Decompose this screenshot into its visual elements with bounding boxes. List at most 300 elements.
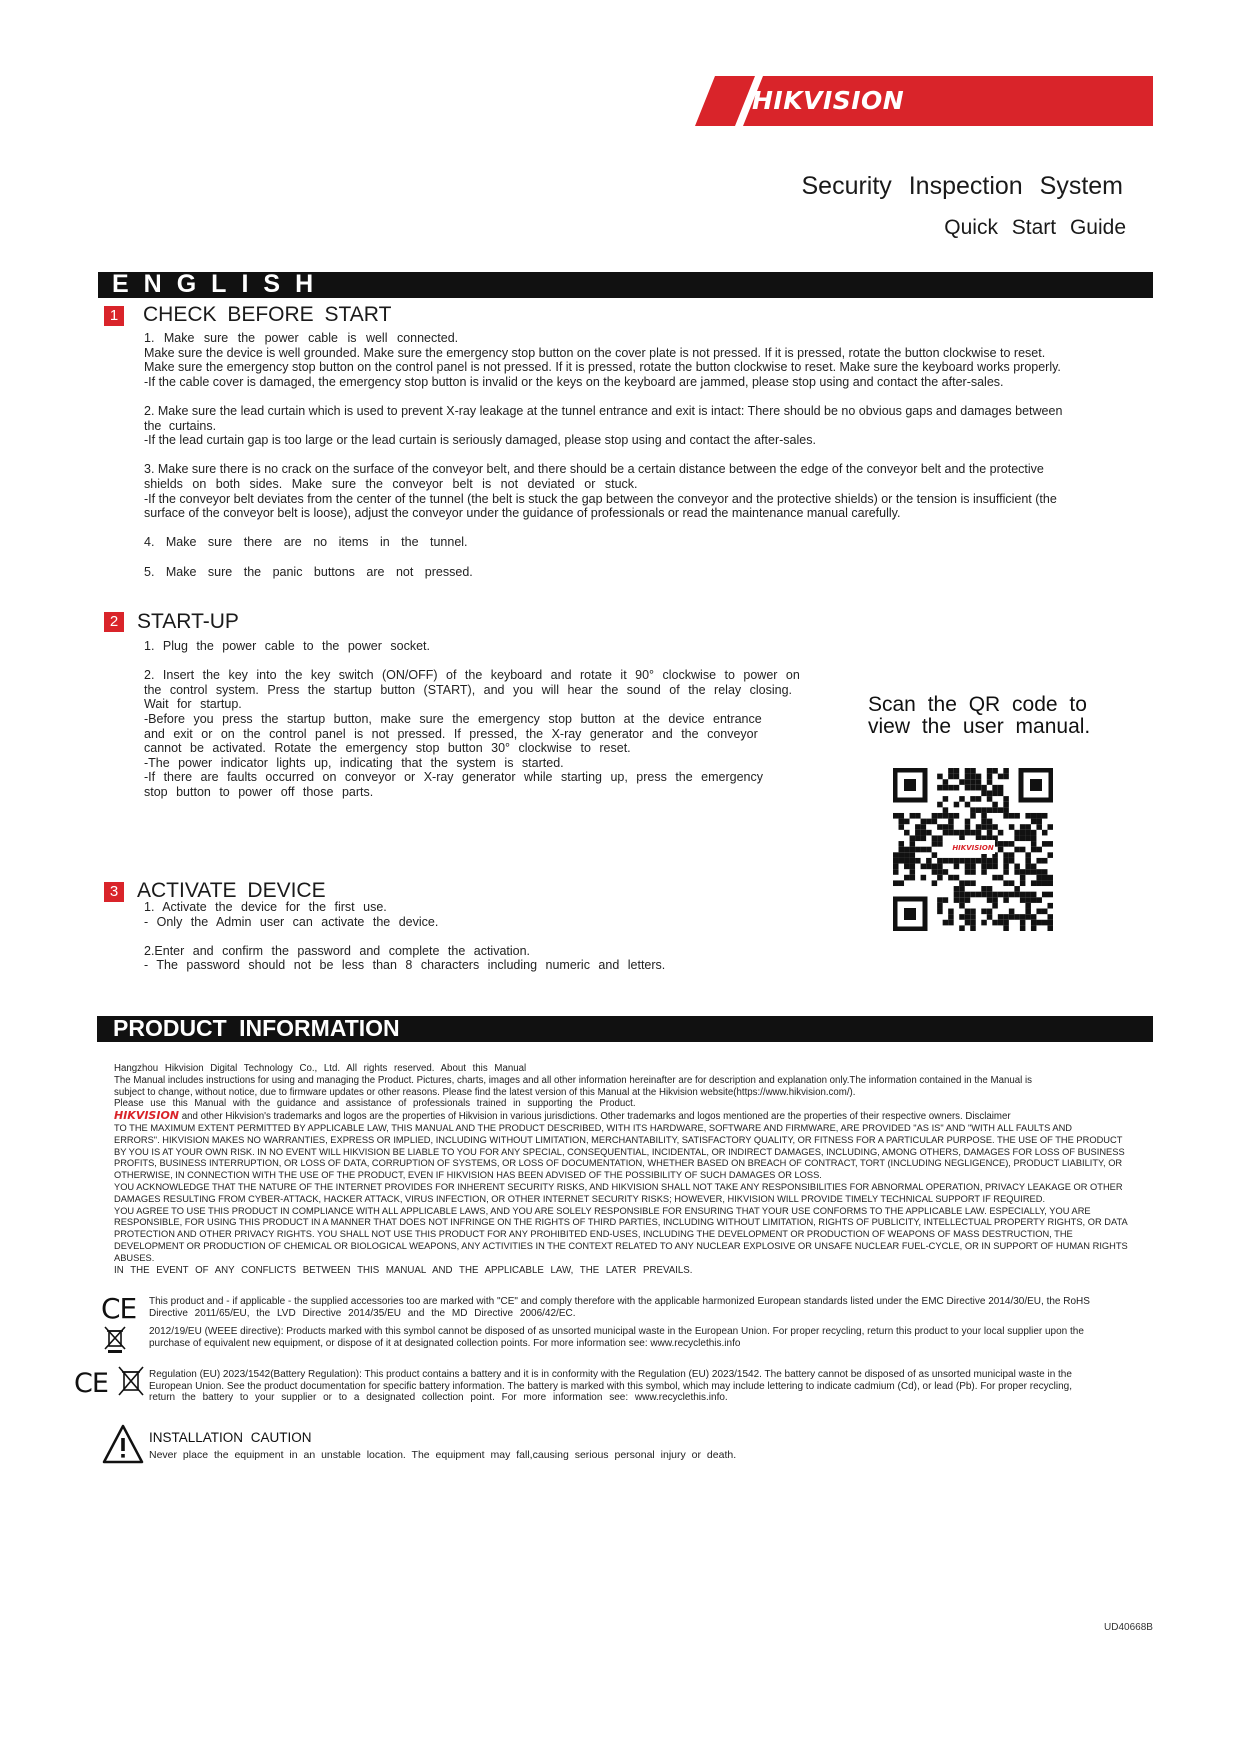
mark-line: This product and - if applicable - the supplied accessories too are marked with "CE" and comply therefore with the applicable harmonized European standards listed under the EMC Directive 2014/30/EU, the RoHS bbox=[149, 1296, 1090, 1307]
qr-module bbox=[937, 824, 943, 830]
qr-module bbox=[1025, 892, 1031, 898]
qr-module bbox=[970, 774, 976, 780]
legal-text bbox=[114, 1063, 1166, 1276]
qr-module bbox=[965, 830, 971, 836]
qr-module bbox=[998, 892, 1004, 898]
qr-module bbox=[1020, 835, 1026, 841]
qr-module bbox=[910, 864, 916, 870]
qr-module bbox=[1003, 897, 1009, 903]
qr-module bbox=[1036, 880, 1042, 886]
qr-module bbox=[1031, 925, 1037, 931]
qr-module bbox=[1031, 869, 1037, 875]
qr-module bbox=[1042, 813, 1048, 819]
qr-module bbox=[987, 790, 993, 796]
qr-module bbox=[1047, 824, 1053, 830]
qr-module bbox=[1003, 880, 1009, 886]
qr-module bbox=[1042, 920, 1048, 926]
qr-module bbox=[954, 897, 960, 903]
qr-module bbox=[1042, 841, 1048, 847]
qr-module bbox=[1020, 824, 1026, 830]
language-label: ENGLISH bbox=[112, 270, 329, 298]
qr-module bbox=[959, 925, 965, 931]
qr-module bbox=[943, 858, 949, 864]
body-line: Wait for startup. bbox=[144, 697, 242, 712]
mark-line: European Union. See the product documentation for specific battery information. The battery is marked with this symbol, which may include lettering to indicate cadmium (Cd), or lead (Pb). For proper recycling, bbox=[149, 1380, 1073, 1392]
qr-module bbox=[1014, 830, 1020, 836]
mark-line: purchase of equivalent new equipment, or dispose of it at designated collection points. For more information see: www.recyclethis.info bbox=[149, 1337, 741, 1349]
qr-module bbox=[904, 852, 910, 858]
qr-module bbox=[1036, 909, 1042, 915]
qr-module bbox=[937, 875, 943, 881]
qr-module bbox=[937, 841, 943, 847]
qr-module bbox=[937, 909, 943, 915]
legal-line: PROTECTION AND OTHER PRIVACY RIGHTS. YOU SHALL NOT USE THIS PRODUCT FOR ANY PROHIBITED END-USES, INCLUDING THE DEVELOPMENT OR PRODUCTION OF WEAPONS OF MASS DESTRUCTION, THE bbox=[114, 1229, 1073, 1240]
qr-module bbox=[921, 875, 927, 881]
qr-module bbox=[981, 920, 987, 926]
qr-module bbox=[937, 802, 943, 808]
qr-module bbox=[893, 869, 899, 875]
qr-module bbox=[987, 914, 993, 920]
body-line: 2. Insert the key into the key switch (ON/OFF) of the keyboard and rotate it 90° clockwise to power on bbox=[144, 668, 800, 683]
qr-module bbox=[932, 869, 938, 875]
qr-module bbox=[976, 779, 982, 785]
qr-module bbox=[1025, 897, 1031, 903]
qr-module bbox=[943, 796, 949, 802]
product-info-title: PRODUCT INFORMATION bbox=[113, 1015, 400, 1041]
body-line: 2. Make sure the lead curtain which is used to prevent X-ray leakage at the tunnel entrance and exit is intact: There should be no obvious gaps and damages between bbox=[144, 403, 1063, 418]
qr-module bbox=[1042, 909, 1048, 915]
body-line: - The password should not be less than 8 characters including numeric and letters. bbox=[144, 958, 666, 973]
section-body bbox=[144, 331, 1154, 579]
qr-module bbox=[987, 807, 993, 813]
qr-module bbox=[970, 892, 976, 898]
qr-module bbox=[1042, 880, 1048, 886]
qr-module bbox=[1025, 869, 1031, 875]
qr-module bbox=[959, 897, 965, 903]
qr-module bbox=[1020, 847, 1026, 853]
qr-module bbox=[954, 892, 960, 898]
warning-triangle-icon bbox=[102, 1424, 144, 1464]
qr-module bbox=[992, 790, 998, 796]
qr-module bbox=[998, 875, 1004, 881]
qr-module bbox=[976, 807, 982, 813]
qr-module bbox=[970, 914, 976, 920]
qr-module bbox=[915, 858, 921, 864]
qr-module bbox=[1025, 909, 1031, 915]
qr-module bbox=[965, 819, 971, 825]
qr-module bbox=[948, 830, 954, 836]
document-subtitle: Quick Start Guide bbox=[944, 216, 1126, 239]
qr-module bbox=[959, 796, 965, 802]
ce-mark-icon: CE bbox=[101, 1292, 137, 1325]
qr-module bbox=[904, 847, 910, 853]
legal-line: ERRORS". HIKVISION MAKES NO WARRANTIES, EXPRESS OR IMPLIED, INCLUDING WITHOUT LIMITATION, MERCHANTABILITY, SATISFACTORY QUALITY, OR FITNESS FOR A PARTICULAR PURPOSE. THE USE OF THE PRODUCT bbox=[114, 1134, 1123, 1145]
qr-module bbox=[1047, 925, 1053, 931]
qr-module bbox=[992, 807, 998, 813]
ce-statement bbox=[149, 1296, 1179, 1319]
legal-line bbox=[114, 1110, 1166, 1123]
qr-module bbox=[981, 807, 987, 813]
qr-module bbox=[1031, 819, 1037, 825]
qr-module bbox=[921, 835, 927, 841]
qr-module bbox=[998, 790, 1004, 796]
qr-module bbox=[932, 880, 938, 886]
qr-module bbox=[943, 807, 949, 813]
qr-module bbox=[893, 852, 899, 858]
qr-module bbox=[970, 807, 976, 813]
body-line: -If there are faults occurred on conveyor or X-ray generator while starting up, press the emergency bbox=[144, 770, 764, 785]
qr-module bbox=[987, 796, 993, 802]
body-line: 5. Make sure the panic buttons are not pressed. bbox=[144, 564, 473, 579]
qr-module bbox=[915, 824, 921, 830]
qr-module bbox=[981, 886, 987, 892]
qr-module bbox=[1003, 852, 1009, 858]
qr-module bbox=[893, 880, 899, 886]
body-line: 3. Make sure there is no crack on the surface of the conveyor belt, and there should be a certain distance between the edge of the conveyor belt and the protective bbox=[144, 462, 1044, 477]
qr-module bbox=[954, 785, 960, 791]
battery-bin-icon bbox=[118, 1365, 144, 1399]
qr-module bbox=[1009, 880, 1015, 886]
qr-module bbox=[1003, 920, 1009, 926]
qr-module bbox=[932, 835, 938, 841]
qr-module bbox=[948, 909, 954, 915]
qr-module bbox=[1042, 830, 1048, 836]
qr-module bbox=[1025, 830, 1031, 836]
legal-line: ABUSES. bbox=[114, 1252, 155, 1263]
qr-module bbox=[926, 847, 932, 853]
body-line: -Before you press the startup button, make sure the emergency stop button at the device entrance bbox=[144, 711, 762, 726]
qr-module bbox=[1003, 802, 1009, 808]
qr-module bbox=[981, 869, 987, 875]
hikvision-logo: HIKVISION bbox=[752, 86, 905, 115]
qr-module bbox=[1014, 892, 1020, 898]
qr-module bbox=[992, 802, 998, 808]
body-line: surface of the conveyor belt is loose), adjust the conveyor under the guidance of professionals or read the maintenance manual carefully. bbox=[144, 506, 901, 521]
qr-module bbox=[1031, 841, 1037, 847]
qr-module bbox=[981, 864, 987, 870]
legal-line: Hangzhou Hikvision Digital Technology Co., Ltd. All rights reserved. About this Manual bbox=[114, 1063, 527, 1074]
qr-module bbox=[910, 852, 916, 858]
qr-module bbox=[1014, 813, 1020, 819]
qr-module bbox=[965, 824, 971, 830]
qr-module bbox=[992, 864, 998, 870]
document-title: Security Inspection System bbox=[801, 172, 1123, 200]
body-line: shields on both sides. Make sure the conveyor belt is not deviated or stuck. bbox=[144, 476, 638, 491]
qr-module bbox=[921, 819, 927, 825]
qr-module bbox=[976, 824, 982, 830]
qr-module bbox=[987, 864, 993, 870]
qr-module bbox=[915, 830, 921, 836]
qr-code[interactable] bbox=[893, 768, 1053, 931]
qr-module bbox=[910, 835, 916, 841]
legal-line-text: and other Hikvision's trademarks and logos are the properties of Hikvision in various jurisdictions. Other trademarks and logos mentioned are the properties of their respective owners. Disclaimer bbox=[181, 1111, 1011, 1123]
qr-module bbox=[1036, 869, 1042, 875]
qr-module bbox=[987, 779, 993, 785]
qr-module bbox=[981, 819, 987, 825]
section-number-badge: 1 bbox=[104, 306, 124, 326]
qr-caption-line: view the user manual. bbox=[868, 715, 1091, 738]
qr-module bbox=[1003, 869, 1009, 875]
qr-module bbox=[899, 852, 905, 858]
qr-module bbox=[1014, 864, 1020, 870]
mark-line: 2012/19/EU (WEEE directive): Products marked with this symbol cannot be disposed of as unsorted municipal waste in the European Union. For proper recycling, return this product to your local supplier upon the bbox=[149, 1326, 1084, 1337]
qr-module bbox=[987, 886, 993, 892]
qr-module bbox=[1025, 914, 1031, 920]
qr-module bbox=[970, 864, 976, 870]
legal-line: RESPONSIBLE, FOR USING THIS PRODUCT IN A MANNER THAT DOES NOT INFRINGE ON THE RIGHTS OF THIRD PARTIES, INCLUDING WITHOUT LIMITATION, RIGHTS OF PUBLICITY, INTELLECTUAL PROPERTY RIGHTS, OR DATA bbox=[114, 1217, 1128, 1228]
qr-module bbox=[910, 841, 916, 847]
qr-module bbox=[1003, 813, 1009, 819]
qr-module bbox=[910, 858, 916, 864]
body-line: Make sure the device is well grounded. Make sure the emergency stop button on the cover plate is not pressed. If it is pressed, rotate the button clockwise to reset. bbox=[144, 345, 1046, 360]
qr-module bbox=[959, 914, 965, 920]
qr-module bbox=[932, 819, 938, 825]
qr-module bbox=[899, 824, 905, 830]
legal-line: The Manual includes instructions for using and managing the Product. Pictures, charts, images and all other information hereinafter are for description and explanation only.The information contained in the Manual is bbox=[114, 1074, 1032, 1086]
qr-module bbox=[992, 785, 998, 791]
qr-module bbox=[1003, 841, 1009, 847]
qr-module bbox=[1009, 852, 1015, 858]
qr-module bbox=[1031, 914, 1037, 920]
qr-module bbox=[943, 824, 949, 830]
qr-module bbox=[970, 779, 976, 785]
qr-module bbox=[937, 774, 943, 780]
qr-module bbox=[1031, 835, 1037, 841]
legal-line: YOU AGREE TO USE THIS PRODUCT IN COMPLIANCE WITH ALL APPLICABLE LAWS, AND YOU ARE SOLELY RESPONSIBLE FOR ENSURING THAT YOUR USE CONFORMS TO THE APPLICABLE LAW. ESPECIALLY, YOU ARE bbox=[114, 1205, 1091, 1216]
section-title: START-UP bbox=[137, 610, 239, 633]
qr-module bbox=[987, 774, 993, 780]
qr-module bbox=[976, 785, 982, 791]
qr-module bbox=[1047, 841, 1053, 847]
qr-module bbox=[937, 785, 943, 791]
qr-module bbox=[899, 858, 905, 864]
qr-module bbox=[987, 824, 993, 830]
qr-module bbox=[943, 920, 949, 926]
qr-module bbox=[1031, 892, 1037, 898]
qr-module bbox=[965, 785, 971, 791]
legal-line: DAMAGES RESULTING FROM CYBER-ATTACK, HACKER ATTACK, VIRUS INFECTION, OR OTHER INTERNET SECURITY RISKS; HOWEVER, HIKVISION WILL PROVIDE TIMELY TECHNICAL SUPPORT IF REQUIRED. bbox=[114, 1193, 1046, 1204]
qr-module bbox=[987, 858, 993, 864]
qr-caption-line: Scan the QR code to bbox=[868, 693, 1087, 716]
qr-module bbox=[910, 813, 916, 819]
qr-module bbox=[1020, 914, 1026, 920]
qr-module bbox=[910, 869, 916, 875]
qr-module bbox=[1003, 925, 1009, 931]
qr-module bbox=[893, 864, 899, 870]
legal-line: OTHERWISE, IN CONNECTION WITH THE USE OF THE PRODUCT, EVEN IF HIKVISION HAS BEEN ADVISED OF THE POSSIBILITY OF SUCH DAMAGES OR LOSS. bbox=[114, 1170, 822, 1181]
qr-module bbox=[1003, 796, 1009, 802]
qr-module bbox=[943, 813, 949, 819]
qr-module bbox=[981, 813, 987, 819]
body-line: - Only the Admin user can activate the device. bbox=[144, 914, 439, 929]
qr-module bbox=[965, 914, 971, 920]
qr-module bbox=[970, 830, 976, 836]
qr-module bbox=[937, 897, 943, 903]
qr-module bbox=[948, 920, 954, 926]
qr-module bbox=[1009, 841, 1015, 847]
qr-module bbox=[1020, 830, 1026, 836]
qr-module bbox=[1025, 813, 1031, 819]
qr-module bbox=[998, 914, 1004, 920]
qr-module bbox=[1014, 847, 1020, 853]
qr-module bbox=[921, 847, 927, 853]
qr-module bbox=[976, 774, 982, 780]
qr-module bbox=[937, 835, 943, 841]
qr-module bbox=[1036, 847, 1042, 853]
body-line: 1. Plug the power cable to the power socket. bbox=[144, 639, 430, 653]
qr-module bbox=[981, 858, 987, 864]
qr-module bbox=[987, 768, 993, 774]
qr-module bbox=[954, 864, 960, 870]
qr-module bbox=[954, 813, 960, 819]
qr-module bbox=[959, 903, 965, 909]
qr-module bbox=[998, 847, 1004, 853]
body-line: 1. Make sure the power cable is well connected. bbox=[144, 331, 459, 345]
qr-module bbox=[948, 768, 954, 774]
qr-module bbox=[1009, 858, 1015, 864]
body-line: the control system. Press the startup button (START), and you will hear the sound of the relay closing. bbox=[144, 682, 793, 697]
qr-module bbox=[992, 875, 998, 881]
body-line: cannot be activated. Rotate the emergency stop button 30° clockwise to reset. bbox=[144, 741, 631, 756]
qr-module bbox=[904, 875, 910, 881]
qr-module bbox=[954, 858, 960, 864]
qr-module bbox=[965, 909, 971, 915]
caution-title: INSTALLATION CAUTION bbox=[149, 1430, 312, 1445]
qr-module bbox=[904, 858, 910, 864]
qr-module bbox=[1009, 813, 1015, 819]
qr-module bbox=[970, 869, 976, 875]
qr-module bbox=[1014, 835, 1020, 841]
qr-module bbox=[998, 920, 1004, 926]
qr-module bbox=[998, 830, 1004, 836]
qr-module bbox=[893, 858, 899, 864]
qr-module bbox=[926, 864, 932, 870]
qr-module bbox=[954, 774, 960, 780]
qr-module bbox=[1031, 880, 1037, 886]
qr-module bbox=[1047, 914, 1053, 920]
qr-module bbox=[1047, 892, 1053, 898]
legal-line: IN THE EVENT OF ANY CONFLICTS BETWEEN THIS MANUAL AND THE APPLICABLE LAW, THE LATER PREVAILS. bbox=[114, 1264, 693, 1276]
qr-module bbox=[1031, 897, 1037, 903]
qr-module bbox=[1020, 892, 1026, 898]
qr-module bbox=[1003, 858, 1009, 864]
body-line: 1. Activate the device for the first use. bbox=[144, 900, 387, 914]
qr-module bbox=[970, 813, 976, 819]
qr-module bbox=[948, 785, 954, 791]
qr-module bbox=[981, 790, 987, 796]
qr-module bbox=[959, 880, 965, 886]
qr-module bbox=[970, 858, 976, 864]
body-line: -If the conveyor belt deviates from the center of the tunnel (the belt is stuck the gap between the conveyor and the protective shields) or the tension is insufficient (the bbox=[144, 491, 1057, 506]
qr-module bbox=[948, 819, 954, 825]
qr-module bbox=[987, 819, 993, 825]
section-number-badge: 2 bbox=[104, 612, 124, 632]
qr-module bbox=[1009, 914, 1015, 920]
qr-module bbox=[948, 813, 954, 819]
body-line: Make sure the emergency stop button on the control panel is not pressed. If it is pressed, rotate the button clockwise to reset. Make sure the keyboard works properly. bbox=[144, 360, 1061, 375]
qr-module bbox=[932, 864, 938, 870]
qr-module bbox=[998, 774, 1004, 780]
qr-module bbox=[904, 819, 910, 825]
qr-module bbox=[1031, 847, 1037, 853]
qr-module bbox=[926, 830, 932, 836]
qr-module bbox=[987, 892, 993, 898]
qr-module bbox=[932, 813, 938, 819]
qr-module bbox=[965, 869, 971, 875]
qr-module bbox=[992, 920, 998, 926]
qr-module bbox=[954, 768, 960, 774]
qr-module bbox=[921, 864, 927, 870]
qr-module bbox=[992, 858, 998, 864]
qr-module bbox=[992, 768, 998, 774]
qr-module bbox=[899, 813, 905, 819]
qr-module bbox=[965, 768, 971, 774]
qr-module bbox=[981, 909, 987, 915]
qr-module bbox=[959, 830, 965, 836]
qr-module bbox=[1020, 875, 1026, 881]
qr-module bbox=[1047, 880, 1053, 886]
qr-module bbox=[970, 785, 976, 791]
qr-module bbox=[932, 852, 938, 858]
qr-module bbox=[998, 785, 1004, 791]
qr-module bbox=[1020, 920, 1026, 926]
qr-module bbox=[899, 819, 905, 825]
qr-module bbox=[970, 880, 976, 886]
qr-module bbox=[970, 796, 976, 802]
qr-module bbox=[1036, 819, 1042, 825]
body-line: stop button to power off those parts. bbox=[144, 784, 374, 799]
qr-module bbox=[976, 830, 982, 836]
section-number-badge: 3 bbox=[104, 882, 124, 902]
qr-module bbox=[992, 897, 998, 903]
qr-caption bbox=[868, 694, 1090, 738]
qr-module bbox=[976, 858, 982, 864]
qr-module bbox=[981, 824, 987, 830]
legal-line: Please use this Manual with the guidance and assistance of professionals trained in supporting the Product. bbox=[114, 1098, 636, 1110]
legal-line: DEVELOPMENT OR PRODUCTION OF CHEMICAL OR BIOLOGICAL WEAPONS, ANY ACTIVITIES IN THE CONTEXT RELATED TO ANY NUCLEAR EXPLOSIVE OR UNSAFE NUCLEAR FUEL-CYCLE, OR IN SUPPORT OF HUMAN RIGHTS bbox=[114, 1240, 1128, 1251]
section-body bbox=[144, 900, 874, 973]
qr-module bbox=[915, 847, 921, 853]
qr-module bbox=[1025, 858, 1031, 864]
section-title: CHECK BEFORE START bbox=[143, 303, 392, 326]
qr-module bbox=[965, 858, 971, 864]
qr-module bbox=[965, 774, 971, 780]
qr-module bbox=[926, 858, 932, 864]
mark-line: Directive 2011/65/EU, the LVD Directive 2014/35/EU and the MD Directive 2006/42/EC. bbox=[149, 1307, 576, 1319]
qr-module bbox=[1036, 920, 1042, 926]
qr-module bbox=[970, 925, 976, 931]
qr-module bbox=[948, 914, 954, 920]
qr-module bbox=[1042, 892, 1048, 898]
qr-module bbox=[948, 774, 954, 780]
qr-module bbox=[1025, 835, 1031, 841]
qr-module bbox=[965, 920, 971, 926]
qr-module bbox=[970, 768, 976, 774]
qr-module bbox=[1009, 892, 1015, 898]
qr-center-logo: HIKVISION bbox=[952, 844, 994, 852]
qr-module bbox=[921, 830, 927, 836]
document-code: UD40668B bbox=[1104, 1622, 1153, 1633]
qr-module bbox=[932, 841, 938, 847]
qr-module bbox=[954, 886, 960, 892]
qr-module bbox=[943, 779, 949, 785]
qr-module bbox=[1020, 925, 1026, 931]
body-line: -If the lead curtain gap is too large or the lead curtain is seriously damaged, please stop using and contact the after-sales. bbox=[144, 433, 816, 448]
qr-module bbox=[1025, 852, 1031, 858]
qr-module bbox=[948, 858, 954, 864]
qr-module bbox=[981, 892, 987, 898]
qr-module bbox=[976, 892, 982, 898]
